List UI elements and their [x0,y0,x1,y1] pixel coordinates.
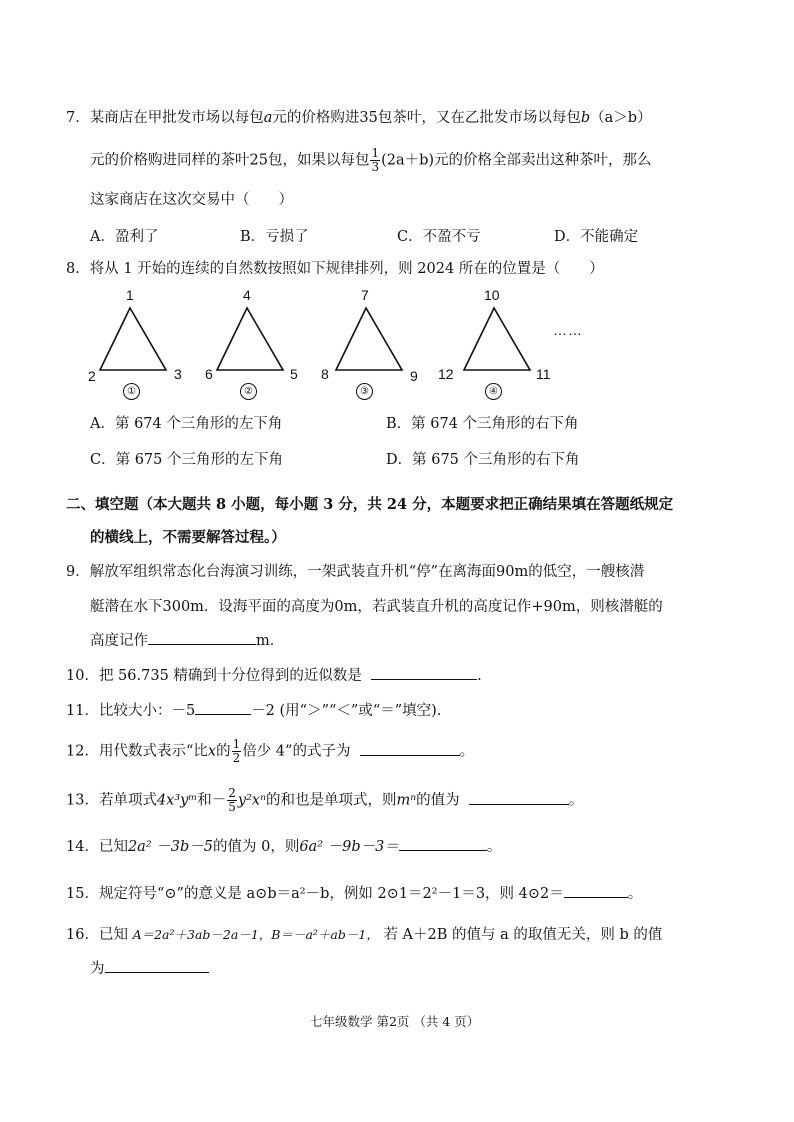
tri3-top: 7 [361,287,369,303]
triangle-4 [464,308,530,370]
tri4-left: 12 [438,366,454,382]
q8-option-c: C．第 675 个三角形的左下角 [90,452,283,468]
q9-line2: 艇潜在水下300m．设海平面的高度为0m，若武装直升机的高度记作+90m，则核潜艇的 [90,599,663,615]
page-footer: 七年级数学 第2页 （共 4 页） [310,1014,480,1029]
tri2-left: 6 [205,366,213,382]
tri3-right: 9 [410,368,418,384]
q10-answer-blank[interactable] [371,665,477,680]
triangle-1 [100,308,166,370]
q7-option-b: B．亏损了 [240,229,309,245]
q7-line3: 这家商店在这次交易中（ ） [90,192,293,208]
q9-answer-blank[interactable] [148,630,256,645]
q15-answer-blank[interactable] [564,883,628,898]
section-2-heading-cont: 的横线上，不需要解答过程。） [90,529,286,546]
section-2-heading: 二、填空题（本大题共 8 小题，每小题 3 分，共 24 分，本题要求把正确结果填在答题纸规定 [66,496,674,513]
q12: 12．用代数式表示“比x的 $\frac{1}{2}$ 倍少 4”的式子为 。 [66,737,475,765]
tri2-right: 5 [290,366,298,382]
tri1-top: 1 [126,287,134,303]
tri4-label: ④ [485,383,502,400]
q11: 11．比较大小：－5 －2 (用“＞”“＜”或“＝”填空). [66,700,441,721]
q8-option-a: A．第 674 个三角形的左下角 [90,416,283,432]
q8-stem: 8．将从 1 开始的连续的自然数按照如下规律排列，则 2024 所在的位置是（ ） [66,261,604,277]
q10: 10．把 56.735 精确到十分位得到的近似数是 . [66,665,482,686]
tri1-right: 3 [174,366,182,382]
tri1-left: 2 [88,368,96,384]
q7-option-a: A．盈利了 [90,229,159,245]
tri4-right: 11 [536,366,551,382]
q13: 13．若单项式4x³yᵐ和－ $\frac{2}{5}$ y²xⁿ的和也是单项式，则mⁿ的值为 。 [66,786,584,814]
q12-answer-blank[interactable] [360,741,460,756]
q9-line1: 9．解放军组织常态化台海演习训练，一架武装直升机“停”在离海面90m的低空，一艘核潜 [66,564,645,580]
q7-option-c: C．不盈不亏 [397,229,481,245]
triangle-3 [336,308,402,370]
tri4-top: 10 [484,287,500,303]
q16-line1: 16．已知 A＝2a²＋3ab－2a－1，B＝－a²＋ab－1， 若 A＋2B 的值与 a 的取值无关，则 b 的值 [66,927,663,943]
q13-answer-blank[interactable] [469,790,569,805]
fraction: $\frac{1}{3}$ [371,146,380,174]
triangle-diagram [0,280,794,410]
q16-answer-blank[interactable] [105,958,209,973]
q7-line1: 7．某商店在甲批发市场以每包a元的价格购进35包茶叶，又在乙批发市场以每包b（a＞b） [66,110,652,126]
q8-option-b: B．第 674 个三角形的右下角 [386,416,579,432]
q9-line3: 高度记作 m． [90,630,284,651]
tri3-label: ③ [356,383,373,400]
q8-option-d: D．第 675 个三角形的右下角 [386,452,580,468]
ellipsis: …… [553,322,583,338]
q11-answer-blank[interactable] [195,700,251,715]
q16-line2: 为 [90,958,209,979]
fraction: $\frac{2}{5}$ [228,786,236,814]
tri3-left: 8 [321,366,329,382]
tri2-label: ② [240,383,257,400]
q15: 15．规定符号“⊙”的意义是 a⊙b＝a²－b，例如 2⊙1＝2²－1＝3，则 4⊙2＝ 。 [66,883,642,904]
tri2-top: 4 [243,287,251,303]
q7-option-d: D．不能确定 [554,229,639,245]
q14: 14．已知2a² －3b－5的值为 0，则6a² －9b－3＝ 。 [66,836,501,857]
triangle-2 [217,308,283,370]
tri1-label: ① [123,383,140,400]
fraction: $\frac{1}{2}$ [232,737,241,765]
q7-line2: 元的价格购进同样的茶叶25包，如果以每包 $\frac{1}{3}$ (2a＋b)元的价格全部卖出这种茶叶，那么 [90,146,652,174]
q14-answer-blank[interactable] [399,836,487,851]
